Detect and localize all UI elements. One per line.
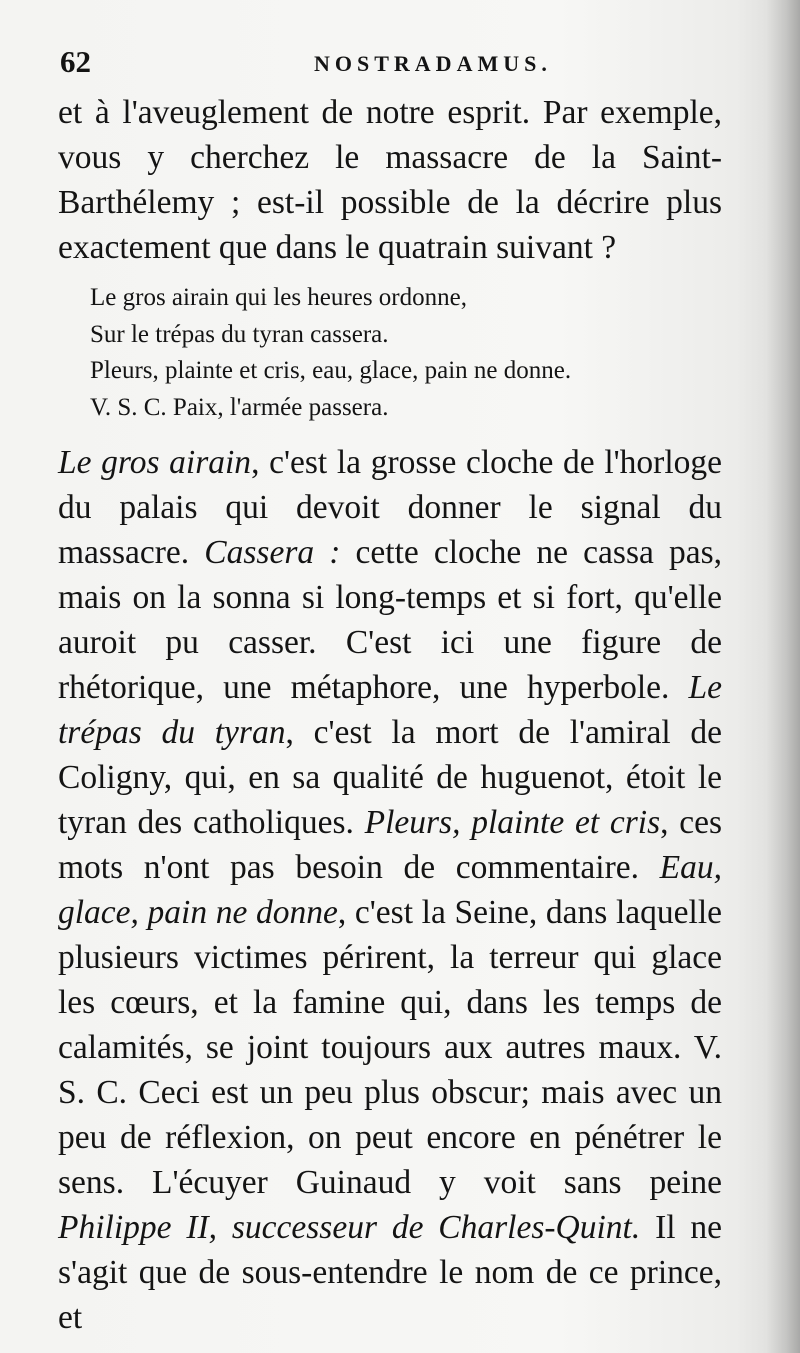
quoted-term: Le trépas du tyran: [58, 669, 722, 751]
running-head: NOSTRADAMUS.: [314, 51, 552, 76]
quoted-term: Eau, glace, pain ne donne: [58, 849, 722, 931]
commentary-span: Il ne s'agit que de sous-entendre le nom de ce prince, et: [58, 1209, 722, 1336]
quatrain: [90, 280, 730, 426]
quoted-term: Cassera :: [204, 534, 341, 571]
commentary-paragraph: [58, 440, 722, 1340]
page-number: 62: [60, 44, 91, 79]
commentary-span: , c'est la Seine, dans laquelle plusieurs victimes périrent, la terreur qui glace les cœurs, et la famine qui, dans les temps de calamités, se joint toujours aux autres maux. V. S. C. Ceci est un peu plus obscur; mais avec un peu de réflexion, on peut encore en pénétrer le sens. L'écuyer Guinaud y voit sans peine: [58, 894, 722, 1201]
intro-paragraph: [58, 90, 722, 270]
commentary-span: , c'est la mort de l'amiral de Coligny, qui, en sa qualité de huguenot, étoit le tyran des catholiques.: [58, 714, 722, 841]
quatrain-line: V. S. C. Paix, l'armée passera.: [90, 393, 389, 421]
page-edge-shadow: [766, 0, 800, 1353]
commentary-text: [58, 440, 722, 1340]
commentary-span: , c'est la grosse cloche de l'horloge du palais qui devoit donner le signal du massacre.: [58, 444, 722, 571]
quatrain-line: Pleurs, plainte et cris, eau, glace, pain ne donne.: [90, 357, 572, 384]
commentary-span: , ces mots n'ont pas besoin de commentaire.: [58, 804, 723, 886]
quatrain-line: Sur le trépas du tyran cassera.: [90, 320, 389, 348]
quatrain-line: Le gros airain qui les heures ordonne,: [90, 284, 467, 311]
quoted-term: Philippe II, successeur de Charles-Quint.: [58, 1209, 641, 1246]
quoted-term: Le gros airain: [58, 444, 252, 481]
commentary-span: cette cloche ne cassa pas, mais on la sonna si long-temps et si fort, qu'elle auroit pu casser. C'est ici une figure de rhétorique, une métaphore, une hyperbole.: [58, 534, 723, 706]
quoted-term: Pleurs, plainte et cris: [364, 804, 661, 841]
page-header: [58, 44, 758, 80]
intro-text: et à l'aveuglement de notre esprit. Par exemple, vous y cherchez le massacre de la Saint-Barthélemy ; est-il possible de la décrire plus exactement que dans le quatrain suivant ?: [58, 94, 722, 266]
